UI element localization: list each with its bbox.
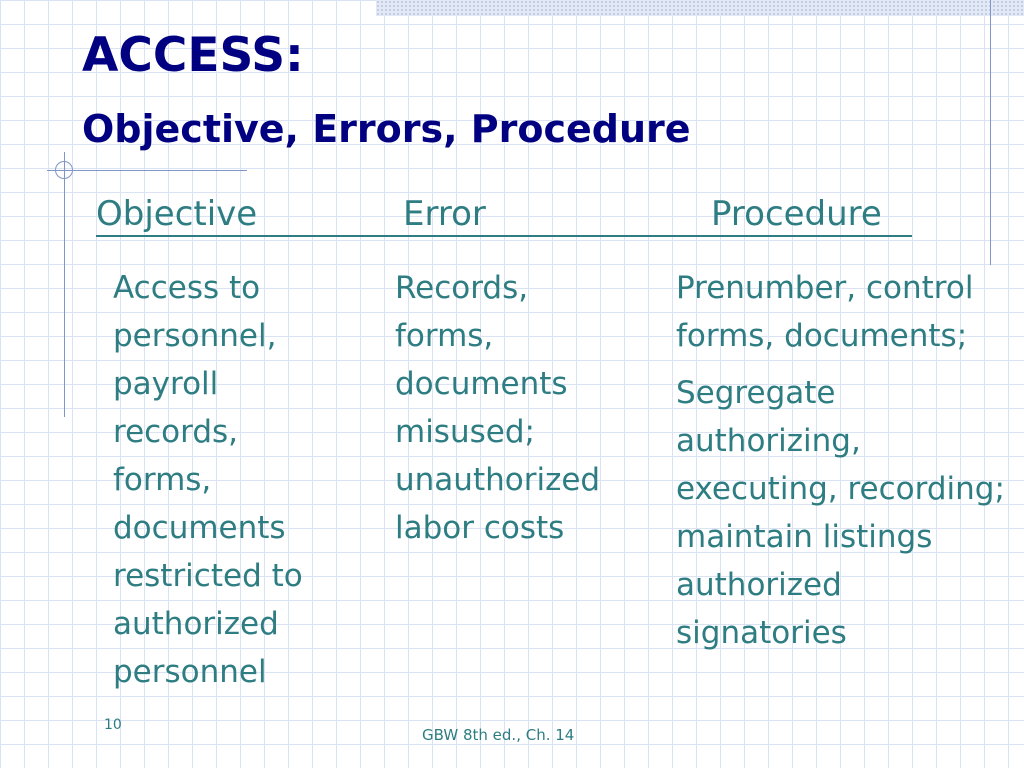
page-number: 10 [104,717,122,733]
error-text: Records, forms, documents misused; unauthorized labor costs [395,270,601,546]
top-decorative-band [376,0,1024,16]
objective-text: Access to personnel, payroll records, forms, documents restricted to authorized personnel [113,270,303,690]
header-objective: Objective [96,194,258,234]
decorative-circle [55,161,73,179]
header-procedure: Procedure [711,194,882,234]
header-error: Error [403,194,486,234]
footer-reference: GBW 8th ed., Ch. 14 [422,726,575,744]
decorative-horizontal-line [47,170,247,171]
slide-title: ACCESS: [82,28,304,83]
procedure-text-1: Prenumber, control forms, documents; [676,270,974,354]
decorative-vertical-line-left [64,152,65,417]
procedure-text-2: Segregate authorizing, executing, recording; maintain listings authorized signatories [676,375,1005,651]
decorative-vertical-line-right [990,0,991,265]
header-underline [96,235,912,237]
slide-subtitle: Objective, Errors, Procedure [82,107,691,151]
